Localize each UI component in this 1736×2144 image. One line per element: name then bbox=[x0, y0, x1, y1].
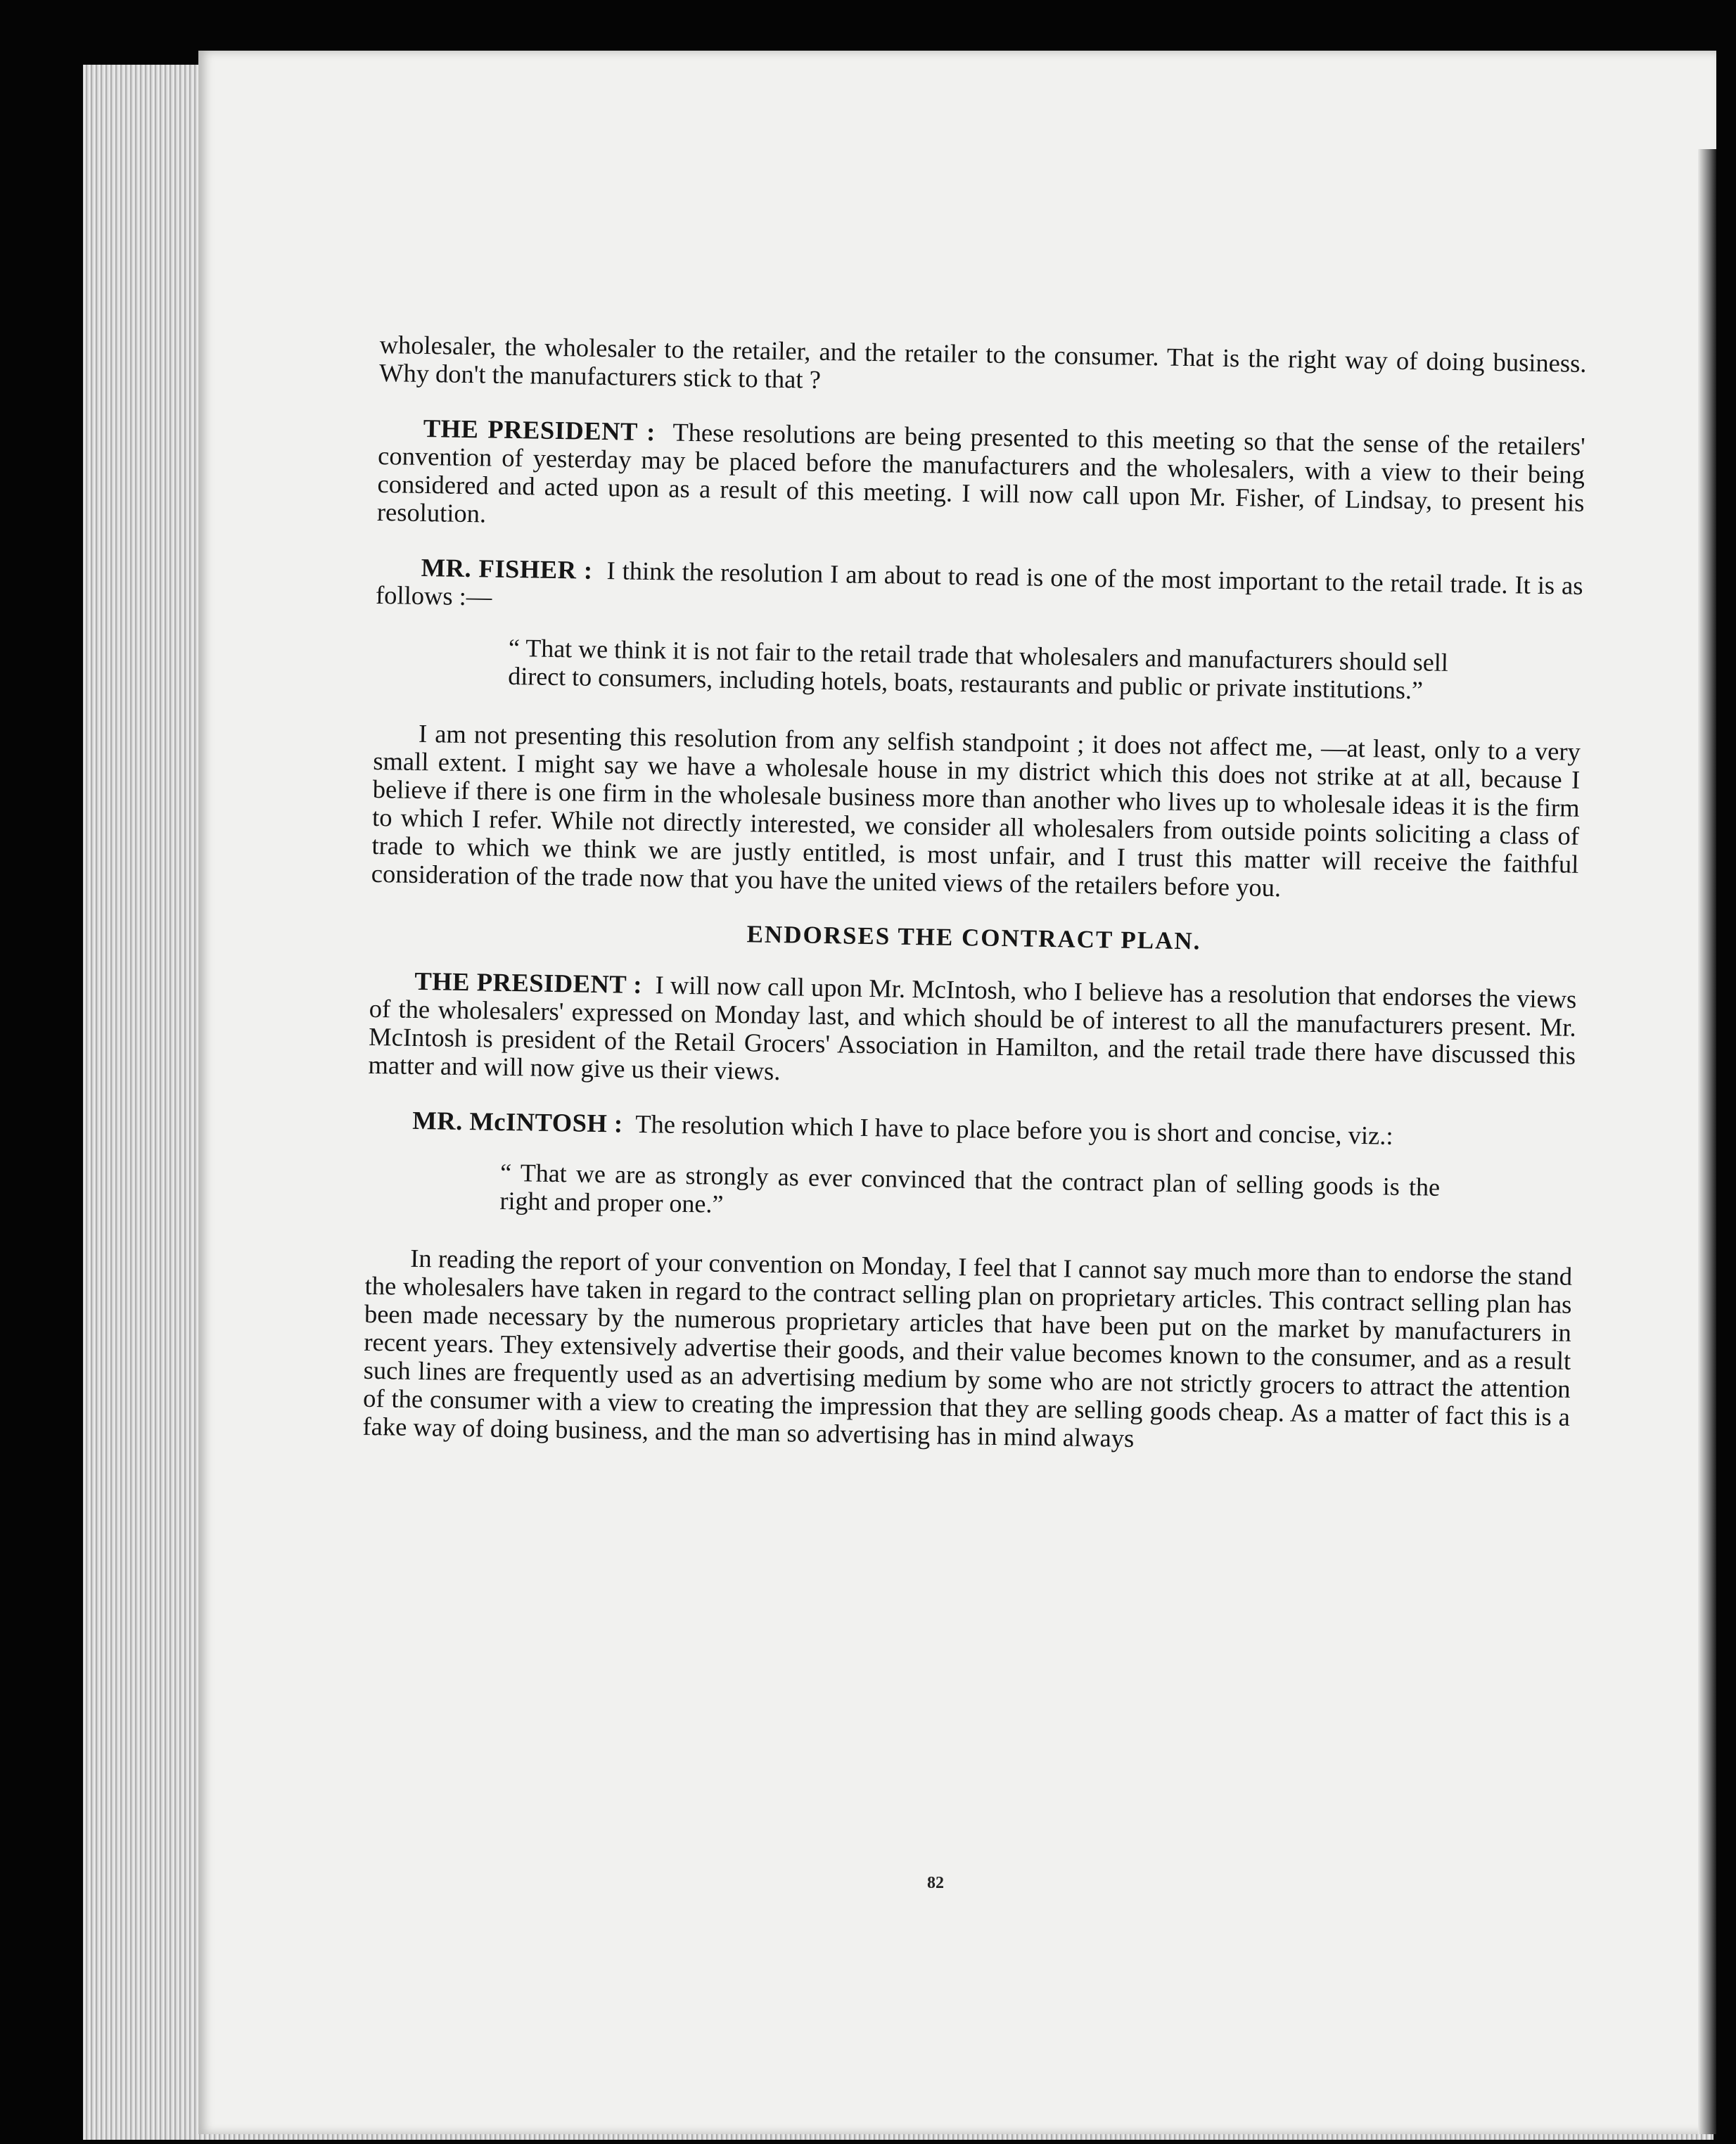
paragraph-fisher-continued: I am not presenting this resolution from any selfish standpoint ; it does not affect me, —at least, only to a very small extent. I might say we have a wholesale house in my district which this does not strike at at all, because I believe if there is one firm in the wholesale business more than another who lives up to wholesale ideas it is the firm to which I refer. While not directly interested, we consider all wholesalers from outside points soliciting a class of trade to which we think we are justly entitled, is most unfair, and I trust this matter will receive the faithful consideration of the trade now that you have the united views of the retailers before you. bbox=[371, 718, 1581, 902]
paragraph-mcintosh-continued: In reading the report of your convention on Monday, I feel that I cannot say much more than to endorse the stand the wholesalers have taken in regard to the contract selling plan on proprietary articles. This contract selling plan has been made necessary by the numerous proprietary articles that have been put on the market by manufacturers in recent years. They extensively advertise their goods, and their value becomes known to the consumer, and as a result such lines are frequently used as an advertising medium by some who are not strictly grocers to attract the attention of the consumer with a view to creating the impression that they are selling goods cheap. As a matter of fact this is a fake way of doing business, and the man so advertising has in mind always bbox=[362, 1243, 1573, 1453]
paragraph-president-1: THE PRESIDENT : These resolutions are being presented to this meeting so that the sense of the retailers' convention of yesterday may be placed before the manufacturers and the wholesalers, with a view to their being considered and acted upon as a result of this meeting. I will now call upon Mr. Fisher, of Lindsay, to present his resolution. bbox=[376, 413, 1585, 528]
paragraph-1: wholesaler, the wholesaler to the retailer, and the retailer to the consumer. That is the right way of doing business. Why don't the manufacturers stick to that ? bbox=[378, 330, 1587, 394]
speaker-label: THE PRESIDENT : bbox=[423, 413, 656, 447]
page-number: 82 bbox=[927, 1874, 944, 1892]
section-heading: ENDORSES THE CONTRACT PLAN. bbox=[746, 920, 1201, 955]
page-right-edge bbox=[1698, 149, 1716, 2134]
resolution-quote-1: “ That we think it is not fair to the retail trade that wholesalers and manufacturers should sell direct to consumers, including hotels, boats, restaurants and public or private institutions.” bbox=[507, 633, 1449, 705]
page-text bbox=[362, 331, 1587, 1486]
paragraph-president-2: THE PRESIDENT : I will now call upon Mr. McIntosh, who I believe has a resolution that endorses the views of the wholesalers' expressed on Monday last, and which should be of interest to all the manufacturers present. Mr. McIntosh is president of the Retail Grocers' Association in Hamilton, and the retail trade there have discussed this matter and will now give us their views. bbox=[368, 966, 1577, 1086]
paragraph-mcintosh: MR. McINTOSH : The resolution which I have to place before you is short and concise, viz.: bbox=[412, 1105, 1393, 1150]
paragraph-fisher: MR. FISHER : I think the resolution I am about to read is one of the most important to the retail trade. It is as follows :— bbox=[375, 552, 1583, 611]
resolution-quote-2: “ That we are as strongly as ever convinced that the contract plan of selling goods is the right and proper one.” bbox=[499, 1158, 1441, 1218]
speaker-label: MR. McINTOSH : bbox=[412, 1105, 623, 1138]
speaker-label: MR. FISHER : bbox=[421, 552, 593, 585]
speaker-label: THE PRESIDENT : bbox=[414, 966, 643, 999]
